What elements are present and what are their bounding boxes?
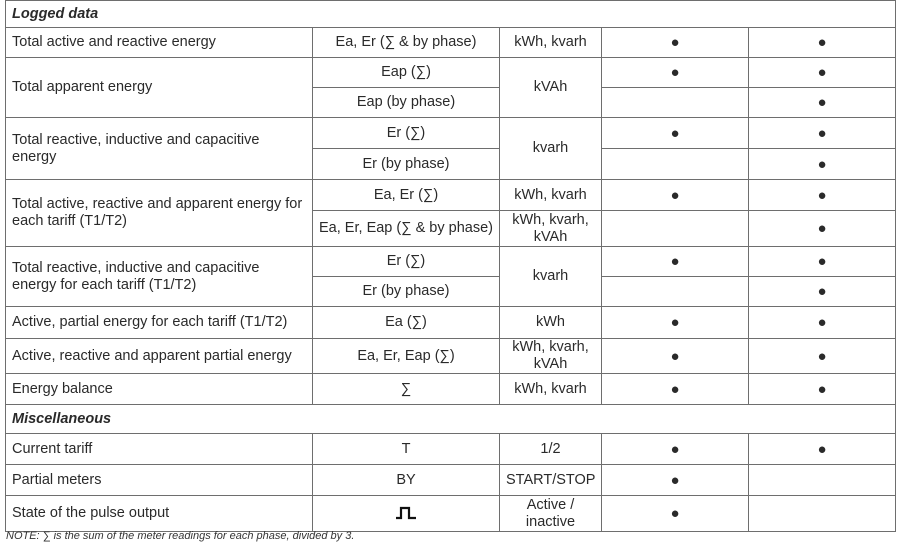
- availability-dot: ●: [749, 374, 896, 405]
- row-symbol: Er (∑): [313, 118, 500, 149]
- row-unit: 1/2: [500, 434, 602, 465]
- availability-dot: ●: [602, 496, 749, 532]
- row-description: Energy balance: [6, 374, 313, 405]
- row-unit: kvarh: [500, 118, 602, 180]
- table-row-pulse-output: [6, 496, 896, 532]
- availability-dot: ●: [749, 247, 896, 277]
- availability-dot: ●: [749, 277, 896, 307]
- table-row-tariff-energy: [6, 180, 896, 211]
- availability-empty: [602, 211, 749, 247]
- row-symbol: Ea, Er, Eap (∑ & by phase): [313, 211, 500, 247]
- availability-dot: ●: [749, 28, 896, 58]
- availability-dot: ●: [602, 374, 749, 405]
- availability-empty: [749, 465, 896, 496]
- availability-empty: [602, 149, 749, 180]
- table-row-partial-energy: [6, 339, 896, 374]
- table-row-partial-tariff: [6, 307, 896, 339]
- availability-dot: ●: [749, 88, 896, 118]
- row-unit: Active / inactive: [500, 496, 602, 532]
- section-title-logged-data: Logged data: [6, 1, 896, 28]
- row-unit: kvarh: [500, 247, 602, 307]
- row-unit: kWh: [500, 307, 602, 339]
- pulse-icon: [395, 506, 417, 520]
- section-title-miscellaneous: Miscellaneous: [6, 405, 896, 434]
- availability-dot: ●: [749, 180, 896, 211]
- row-description: Active, reactive and apparent partial energy: [6, 339, 313, 374]
- table-row-tariff-reactive: [6, 247, 896, 277]
- table-row-partial-meters: [6, 465, 896, 496]
- logged-data-table: [5, 0, 896, 532]
- availability-dot: ●: [749, 434, 896, 465]
- row-unit: kVAh: [500, 58, 602, 118]
- row-description: Total active, reactive and apparent energy for each tariff (T1/T2): [6, 180, 313, 247]
- row-symbol: Er (∑): [313, 247, 500, 277]
- table-row-current-tariff: [6, 434, 896, 465]
- row-symbol-cell: [313, 496, 500, 532]
- availability-dot: ●: [602, 58, 749, 88]
- row-symbol: Ea, Er (∑): [313, 180, 500, 211]
- availability-dot: ●: [602, 118, 749, 149]
- table-row-total-active-reactive: [6, 28, 896, 58]
- row-symbol: Eap (∑): [313, 58, 500, 88]
- row-description: Total reactive, inductive and capacitive energy: [6, 118, 313, 180]
- availability-empty: [602, 277, 749, 307]
- row-description: Total apparent energy: [6, 58, 313, 118]
- table-row-total-apparent: [6, 58, 896, 88]
- row-unit: kWh, kvarh: [500, 180, 602, 211]
- row-unit: kWh, kvarh: [500, 374, 602, 405]
- row-unit: kWh, kvarh, kVAh: [500, 211, 602, 247]
- row-unit: kWh, kvarh, kVAh: [500, 339, 602, 374]
- availability-dot: ●: [749, 58, 896, 88]
- availability-dot: ●: [602, 465, 749, 496]
- availability-dot: ●: [749, 118, 896, 149]
- availability-dot: ●: [602, 28, 749, 58]
- availability-dot: ●: [602, 339, 749, 374]
- row-description: Active, partial energy for each tariff (T1/T2): [6, 307, 313, 339]
- availability-empty: [749, 496, 896, 532]
- availability-empty: [602, 88, 749, 118]
- availability-dot: ●: [749, 211, 896, 247]
- availability-dot: ●: [602, 307, 749, 339]
- availability-dot: ●: [602, 247, 749, 277]
- row-symbol: Ea, Er (∑ & by phase): [313, 28, 500, 58]
- availability-dot: ●: [749, 149, 896, 180]
- availability-dot: ●: [749, 307, 896, 339]
- row-unit: START/STOP: [500, 465, 602, 496]
- table-row-total-reactive-ind-cap: [6, 118, 896, 149]
- availability-dot: ●: [602, 180, 749, 211]
- section-row-miscellaneous: [6, 405, 896, 434]
- availability-dot: ●: [602, 434, 749, 465]
- row-description: Total reactive, inductive and capacitive energy for each tariff (T1/T2): [6, 247, 313, 307]
- row-description: State of the pulse output: [6, 496, 313, 532]
- section-row-logged-data: [6, 1, 896, 28]
- row-unit: kWh, kvarh: [500, 28, 602, 58]
- table-row-energy-balance: [6, 374, 896, 405]
- row-description: Total active and reactive energy: [6, 28, 313, 58]
- row-description: Partial meters: [6, 465, 313, 496]
- row-description: Current tariff: [6, 434, 313, 465]
- row-symbol: Eap (by phase): [313, 88, 500, 118]
- row-symbol: Er (by phase): [313, 149, 500, 180]
- row-symbol: T: [313, 434, 500, 465]
- row-symbol: Er (by phase): [313, 277, 500, 307]
- row-symbol: Ea (∑): [313, 307, 500, 339]
- table-footnote: NOTE: ∑ is the sum of the meter readings for each phase, divided by 3.: [6, 530, 355, 542]
- row-symbol: ∑: [313, 374, 500, 405]
- row-symbol: BY: [313, 465, 500, 496]
- availability-dot: ●: [749, 339, 896, 374]
- row-symbol: Ea, Er, Eap (∑): [313, 339, 500, 374]
